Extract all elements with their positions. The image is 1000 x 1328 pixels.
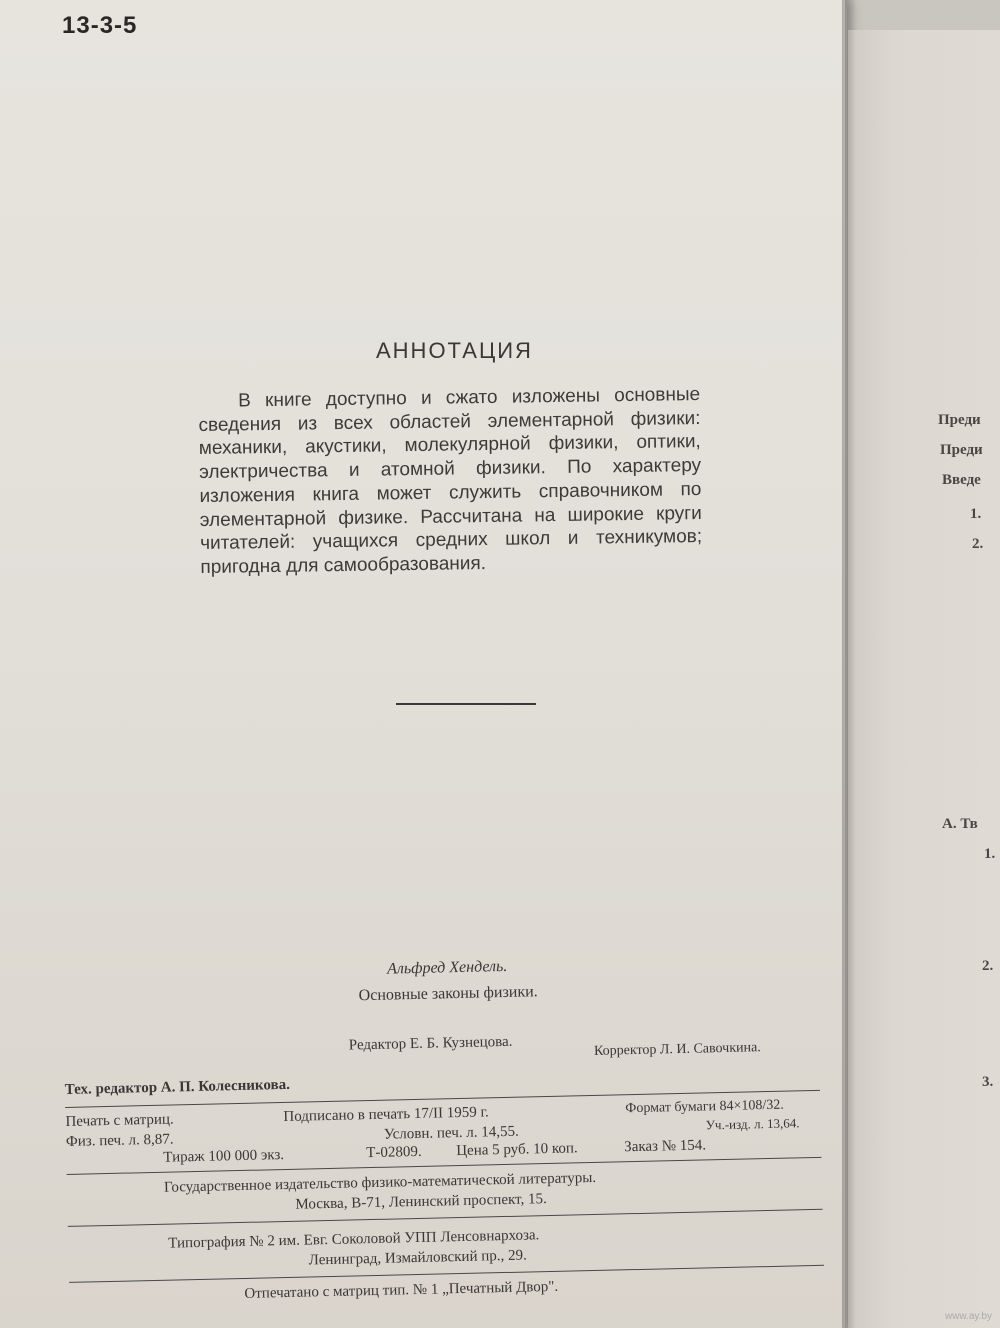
annotation-title: АННОТАЦИЯ <box>376 338 533 363</box>
imprint-author: Альфред Хендель. <box>386 957 508 978</box>
section-divider <box>396 703 536 705</box>
imprint-publisher: Государственное издательство физико-математической литературы. <box>163 1169 597 1196</box>
imprint-typography-address: Ленинград, Измайловский пр., 29. <box>308 1247 527 1269</box>
toc-line: 1. <box>984 846 996 862</box>
site-watermark: www.ay.by <box>944 1311 992 1322</box>
imprint-rule-4 <box>69 1265 824 1283</box>
imprint-cond-sheets: Условн. печ. л. 14,55. <box>383 1123 519 1143</box>
imprint-phys-sheets: Физ. печ. л. 8,87. <box>65 1131 174 1150</box>
toc-line: Введе <box>942 472 981 488</box>
imprint-signed: Подписано в печать 17/II 1959 г. <box>283 1104 489 1126</box>
imprint-circulation: Тираж 100 000 экз. <box>163 1147 285 1166</box>
toc-line: Преди <box>940 442 983 458</box>
imprint-block <box>62 951 830 1318</box>
book-page-right <box>848 30 1000 1328</box>
imprint-order: Заказ № 154. <box>624 1137 707 1156</box>
imprint-pub-sheets: Уч.-изд. л. 13,64. <box>705 1115 800 1133</box>
imprint-book-title: Основные законы физики. <box>358 983 538 1005</box>
imprint-typography: Типография № 2 им. Евг. Соколовой УПП Ленсовнархоза. <box>168 1227 540 1252</box>
imprint-corrector: Корректор Л. И. Савочкина. <box>593 1040 761 1059</box>
imprint-tech-editor: Тех. редактор А. П. Колесникова. <box>64 1076 291 1098</box>
imprint-rule-3 <box>68 1209 823 1227</box>
toc-line: 2. <box>982 958 994 974</box>
toc-line: А. Тв <box>942 816 978 832</box>
toc-line: Преди <box>938 412 981 428</box>
imprint-publisher-address: Москва, В-71, Ленинский проспект, 15. <box>295 1191 547 1213</box>
imprint-printed-from: Отпечатано с матриц тип. № 1 „Печатный Двор". <box>244 1278 559 1302</box>
imprint-price: Цена 5 руб. 10 коп. <box>456 1140 578 1160</box>
imprint-print-note: Печать с матриц. <box>65 1111 174 1130</box>
page-code: 13-3-5 <box>62 12 138 39</box>
page-gutter-shadow <box>842 0 856 1328</box>
imprint-paper-format: Формат бумаги 84×108/32. <box>625 1097 784 1117</box>
toc-line: 3. <box>982 1074 994 1090</box>
toc-line: 2. <box>972 536 984 552</box>
annotation-body: В книге доступно и сжато изложены основные сведения из всех областей элементарной физики: механики, акустики, молекулярной физики, оптики, электричества и атомной физики. По характеру изложения книга может служить справочником по элементарной физике. Рассчитана на широкие круги читателей: учащихся средних школ и техникумов; пригодна для самообразования. <box>198 383 703 578</box>
toc-line: 1. <box>970 506 982 522</box>
imprint-t-number: Т-02809. <box>366 1143 422 1162</box>
imprint-editor: Редактор Е. Б. Кузнецова. <box>348 1033 513 1054</box>
